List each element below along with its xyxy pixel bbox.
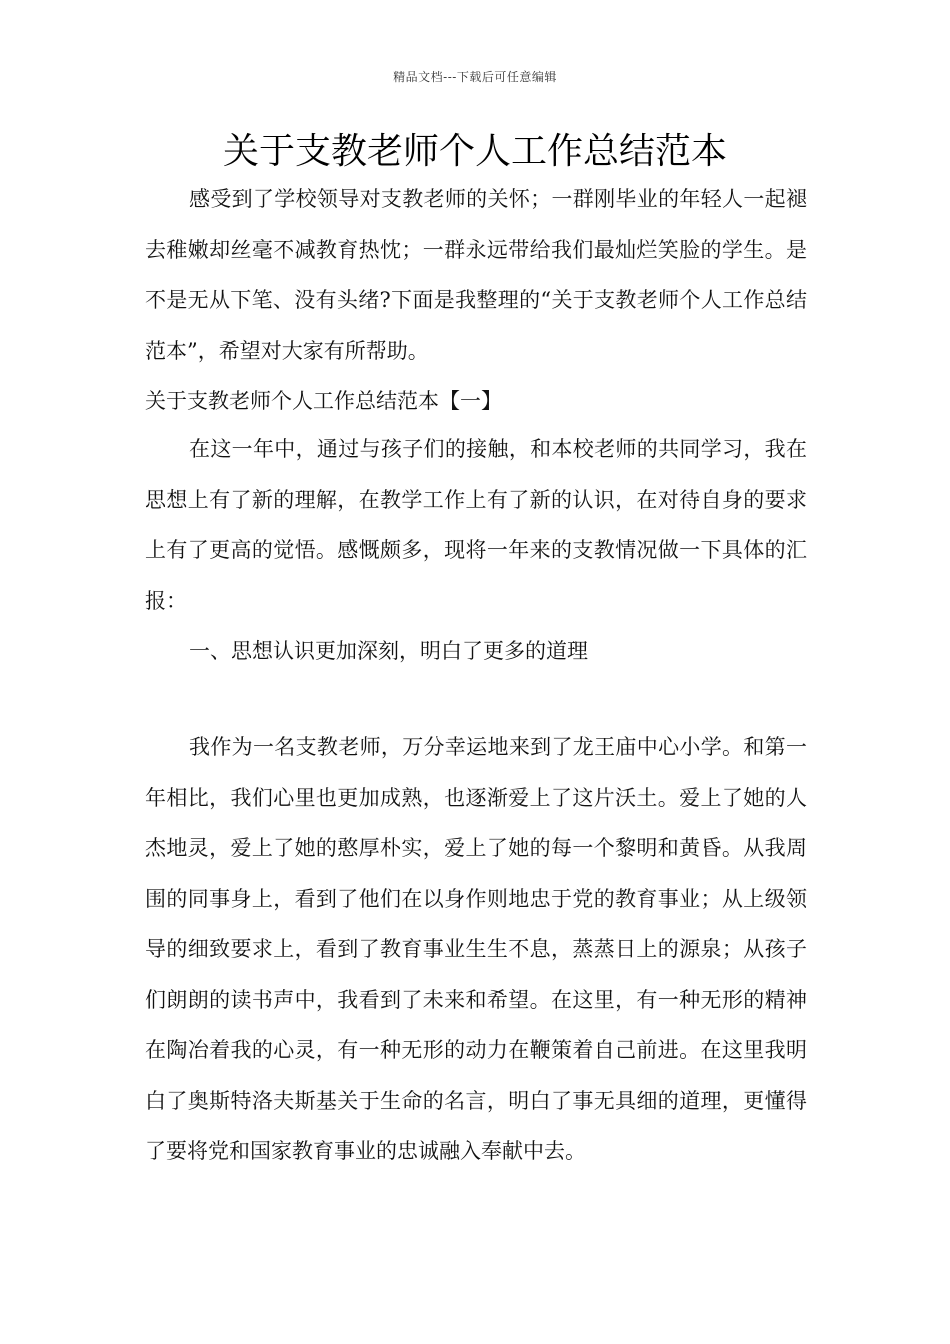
header-note: 精品文档---下载后可任意编辑: [393, 70, 557, 84]
intro-paragraph: 感受到了学校领导对支教老师的关怀；一群刚毕业的年轻人一起褪去稚嫩却丝毫不减教育热忱；一群永远带给我们最灿烂笑脸的学生。是不是无从下笔、没有头绪?下面是我整理的“关于支教老师个人工作总结范本”，希望对大家有所帮助。: [145, 187, 807, 363]
heading-1: 一、思想认识更加深刻，明白了更多的道理: [189, 639, 588, 663]
document-title: 关于支教老师个人工作总结范本: [222, 131, 727, 172]
paragraph-2: 我作为一名支教老师，万分幸运地来到了龙王庙中心小学。和第一年相比，我们心里也更加成熟，也逐渐爱上了这片沃土。爱上了她的人杰地灵，爱上了她的憨厚朴实，爱上了她的每一个黎明和黄昏。从我周围的同事身上，看到了他们在以身作则地忠于党的教育事业；从上级领导的细致要求上，看到了教育事业生生不息，蒸蒸日上的源泉；从孩子们朗朗的读书声中，我看到了未来和希望。在这里，有一种无形的精神在陶冶着我的心灵，有一种无形的动力在鞭策着自己前进。在这里我明白了奥斯特洛夫斯基关于生命的名言，明白了事无具细的道理，更懂得了要将党和国家教育事业的忠诚融入奉献中去。: [145, 735, 807, 1163]
section-title: 关于支教老师个人工作总结范本【一】: [145, 389, 502, 413]
paragraph-1: 在这一年中，通过与孩子们的接触，和本校老师的共同学习，我在思想上有了新的理解，在教学工作上有了新的认识，在对待自身的要求上有了更高的觉悟。感慨颇多，现将一年来的支教情况做一下具体的汇报：: [145, 437, 807, 613]
